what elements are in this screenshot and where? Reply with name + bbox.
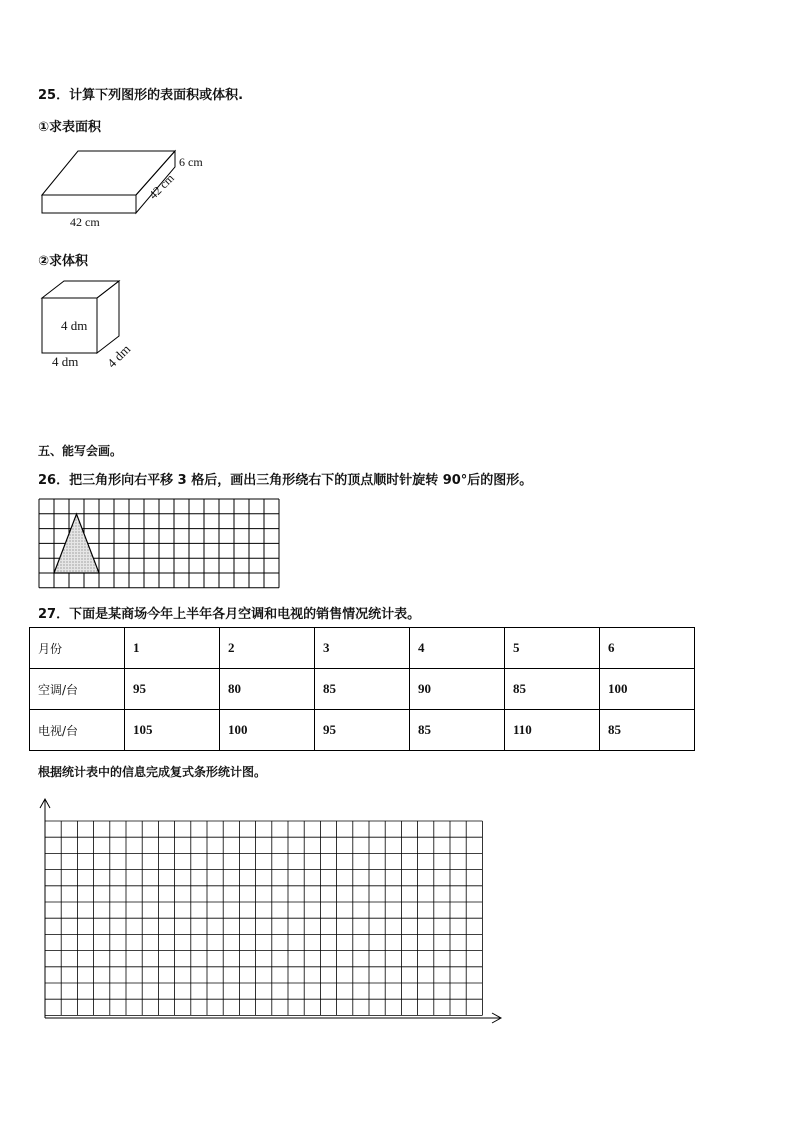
table-cell: 95	[315, 710, 410, 751]
header-cell: 2	[220, 628, 315, 669]
header-cell: 4	[410, 628, 505, 669]
table-cell: 85	[600, 710, 695, 751]
cube-side-label: 4 dm	[104, 341, 134, 371]
chart-instruction: 根据统计表中的信息完成复式条形统计图。	[38, 765, 267, 779]
q25-title: 25．计算下列图形的表面积或体积.	[38, 88, 244, 103]
q25-part1-title: ①求表面积	[38, 120, 102, 135]
table-cell: 90	[410, 669, 505, 710]
section5-title: 五、能写会画。	[38, 444, 123, 458]
cube-bottom-label: 4 dm	[52, 354, 79, 369]
table-cell: 85	[410, 710, 505, 751]
cuboid-width-label: 42 cm	[70, 215, 100, 229]
table-cell: 95	[125, 669, 220, 710]
row-label: 空调/台	[30, 669, 125, 710]
header-cell: 月份	[30, 628, 125, 669]
cuboid-height-label: 6 cm	[179, 155, 203, 169]
cube-front-label: 4 dm	[61, 318, 88, 333]
row-label: 电视/台	[30, 710, 125, 751]
table-cell: 105	[125, 710, 220, 751]
table-cell: 85	[505, 669, 600, 710]
q26-title: 26．把三角形向右平移 3 格后，画出三角形绕右下的顶点顺时针旋转 90°后的图形。	[38, 473, 533, 488]
cuboid-depth-label: 42 cm	[146, 171, 177, 202]
table-cell: 100	[600, 669, 695, 710]
table-cell: 110	[505, 710, 600, 751]
table-cell: 80	[220, 669, 315, 710]
q27-title: 27．下面是某商场今年上半年各月空调和电视的销售情况统计表。	[38, 607, 421, 622]
header-cell: 5	[505, 628, 600, 669]
q25-part2-title: ②求体积	[38, 254, 89, 269]
header-cell: 1	[125, 628, 220, 669]
table-cell: 100	[220, 710, 315, 751]
header-cell: 3	[315, 628, 410, 669]
header-cell: 6	[600, 628, 695, 669]
table-cell: 85	[315, 669, 410, 710]
